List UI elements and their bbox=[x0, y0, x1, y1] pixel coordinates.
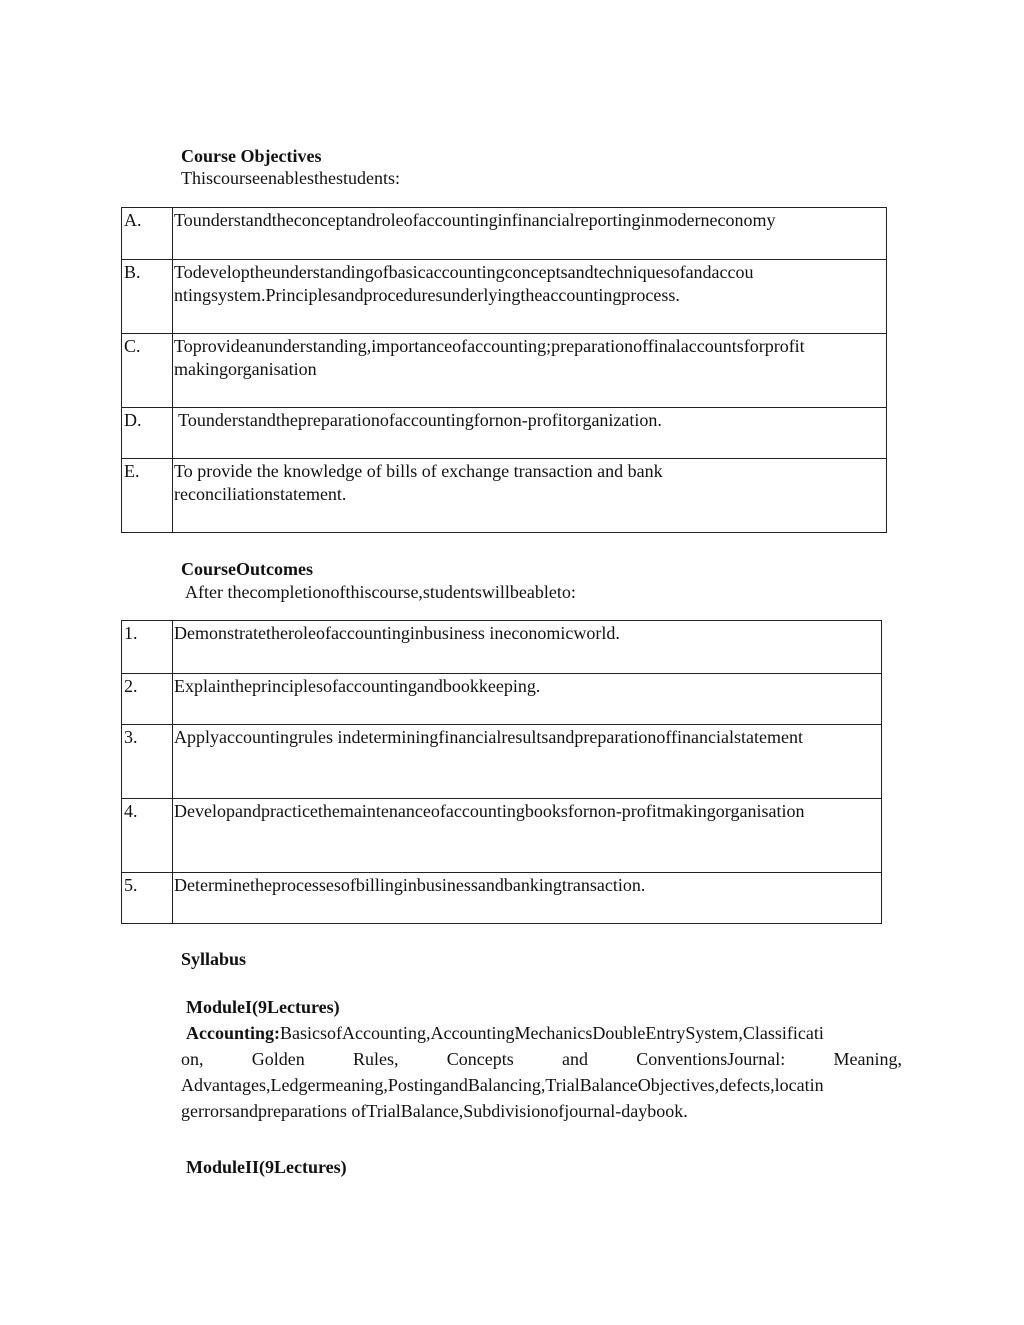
row-label: C. bbox=[122, 334, 173, 408]
table-row bbox=[122, 674, 882, 725]
course-outcomes-heading: CourseOutcomes bbox=[181, 559, 313, 579]
module-1-line-4: gerrorsandpreparations ofTrialBalance,Subdivisionofjournal-daybook. bbox=[181, 1101, 688, 1121]
table-row bbox=[122, 873, 882, 924]
row-text: Explaintheprinciplesofaccountingandbookkeeping. bbox=[173, 674, 882, 725]
row-text: Demonstratetheroleofaccountinginbusiness ineconomicworld. bbox=[173, 621, 882, 674]
module-2-title: ModuleII(9Lectures) bbox=[186, 1157, 347, 1177]
row-label: B. bbox=[122, 260, 173, 334]
row-label: A. bbox=[122, 208, 173, 260]
row-label: 4. bbox=[122, 799, 173, 873]
module-1-line bbox=[181, 1022, 902, 1045]
table-row bbox=[122, 799, 882, 873]
table-row bbox=[122, 408, 887, 459]
module-1-content bbox=[181, 1022, 902, 1123]
row-label: E. bbox=[122, 459, 173, 533]
table-row bbox=[122, 260, 887, 334]
row-text: Determinetheprocessesofbillinginbusinessandbankingtransaction. bbox=[173, 873, 882, 924]
module-1-title: ModuleI(9Lectures) bbox=[186, 997, 340, 1017]
table-row bbox=[122, 459, 887, 533]
row-label: 2. bbox=[122, 674, 173, 725]
module-1-line-2: on, Golden Rules, Concepts and ConventionsJournal: Meaning, bbox=[181, 1049, 902, 1069]
course-objectives-heading: Course Objectives bbox=[181, 146, 322, 166]
module-1-line-3: Advantages,Ledgermeaning,PostingandBalancing,TrialBalanceObjectives,defects,locatin bbox=[181, 1075, 824, 1095]
row-text: Tounderstandtheconceptandroleofaccountinginfinancialreportinginmoderneconomy bbox=[173, 208, 887, 260]
module-1-line-1: BasicsofAccounting,AccountingMechanicsDoubleEntrySystem,Classificati bbox=[280, 1023, 824, 1043]
module-1-lead: Accounting: bbox=[186, 1023, 280, 1043]
table-row bbox=[122, 208, 887, 260]
row-text: Toprovideanunderstanding,importanceofaccounting;preparationoffinalaccountsforprofit makingorganisation bbox=[173, 334, 887, 408]
row-label: 5. bbox=[122, 873, 173, 924]
table-row bbox=[122, 334, 887, 408]
row-label: D. bbox=[122, 408, 173, 459]
outcomes-table bbox=[121, 620, 882, 924]
row-text: Todeveloptheunderstandingofbasicaccountingconceptsandtechniquesofandaccou ntingsystem.Principlesandproceduresunderlyingtheaccountingprocess. bbox=[173, 260, 887, 334]
row-text: Applyaccountingrules indeterminingfinancialresultsandpreparationoffinancialstatement bbox=[173, 725, 882, 799]
table-row bbox=[122, 621, 882, 674]
course-objectives-intro: Thiscourseenablesthestudents: bbox=[181, 168, 400, 188]
course-outcomes-intro: After thecompletionofthiscourse,studentswillbeableto: bbox=[185, 582, 576, 602]
row-label: 3. bbox=[122, 725, 173, 799]
row-text: Developandpracticethemaintenanceofaccountingbooksfornon-profitmakingorganisation bbox=[173, 799, 882, 873]
row-label: 1. bbox=[122, 621, 173, 674]
table-row bbox=[122, 725, 882, 799]
syllabus-heading: Syllabus bbox=[181, 949, 247, 969]
objectives-table bbox=[121, 207, 887, 533]
row-text: Tounderstandthepreparationofaccountingfornon-profitorganization. bbox=[173, 408, 887, 459]
row-text: To provide the knowledge of bills of exchange transaction and bank reconciliationstatement. bbox=[173, 459, 887, 533]
